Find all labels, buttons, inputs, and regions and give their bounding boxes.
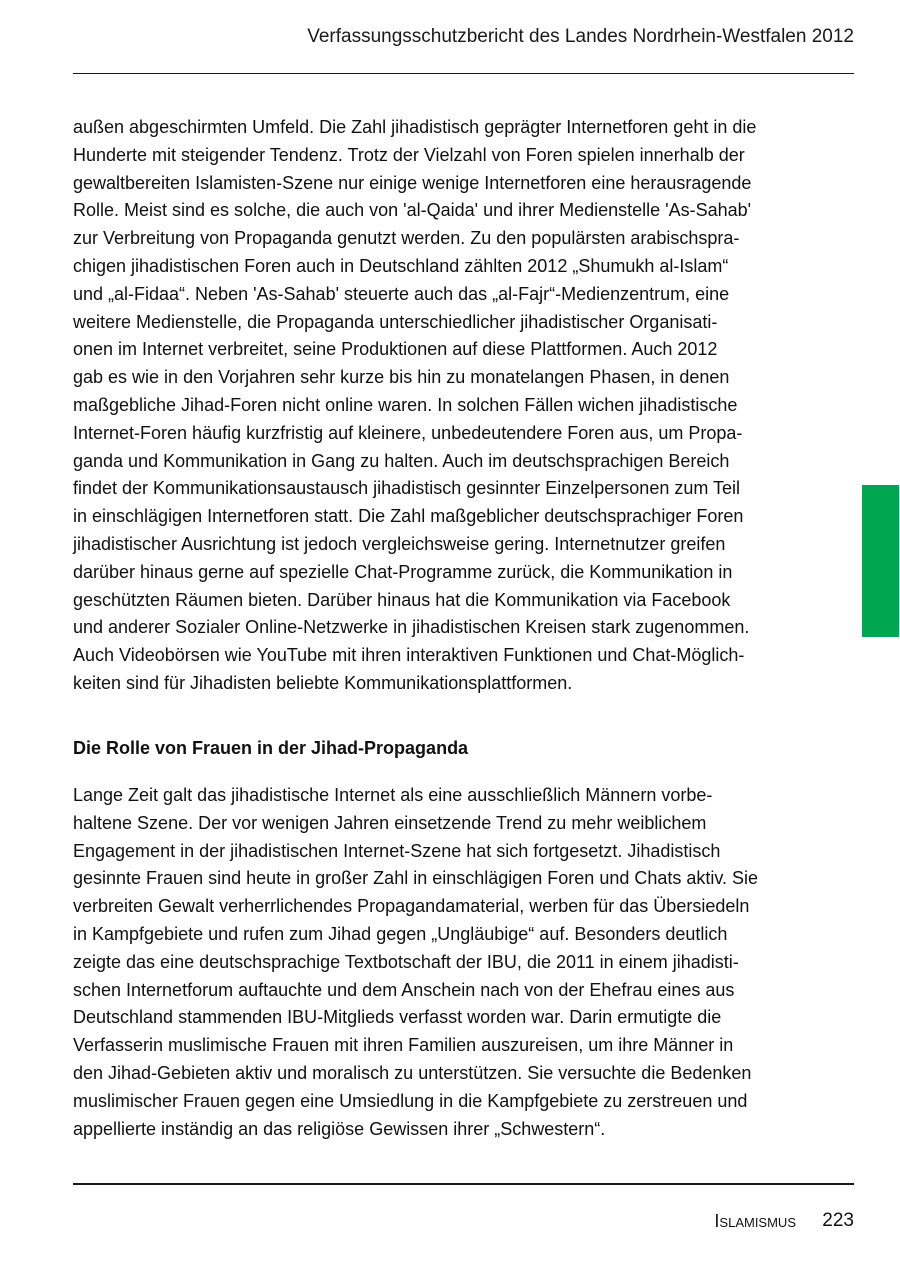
text-line: in Kampfgebiete und rufen zum Jihad gegen „Ungläubige“ auf. Besonders deutlich <box>73 923 728 944</box>
text-line: und anderer Sozialer Online-Netzwerke in jihadistischen Kreisen stark zugenommen. <box>73 617 750 638</box>
header-divider <box>73 73 854 74</box>
text-line: gewaltbereiten Islamisten-Szene nur einige wenige Internetforen eine herausragende <box>73 172 752 193</box>
text-line: Engagement in der jihadistischen Internet-Szene hat sich fortgesetzt. Jihadistisch <box>73 840 721 861</box>
text-line: haltene Szene. Der vor wenigen Jahren einsetzende Trend zu mehr weiblichem <box>73 812 707 833</box>
text-line: gab es wie in den Vorjahren sehr kurze bis hin zu monatelangen Phasen, in denen <box>73 367 730 388</box>
body-paragraph-2 <box>73 782 833 1143</box>
text-line: schen Internetforum auftauchte und dem Anschein nach von der Ehefrau eines aus <box>73 979 735 1000</box>
chapter-tab-marker <box>862 485 899 637</box>
text-line: ganda und Kommunikation in Gang zu halten. Auch im deutschsprachigen Bereich <box>73 450 730 471</box>
section-heading: Die Rolle von Frauen in der Jihad-Propaganda <box>73 738 469 758</box>
text-line: Hunderte mit steigender Tendenz. Trotz der Vielzahl von Foren spielen innerhalb der <box>73 144 745 165</box>
text-line: Deutschland stammenden IBU-Mitglieds verfasst worden war. Darin ermutigte die <box>73 1007 722 1028</box>
footer-divider <box>73 1183 854 1185</box>
text-line: muslimischer Frauen gegen eine Umsiedlung in die Kampfgebiete zu zerstreuen und <box>73 1090 748 1111</box>
text-line: Auch Videobörsen wie YouTube mit ihren interaktiven Funktionen und Chat-Möglich- <box>73 645 745 666</box>
text-line: geschützten Räumen bieten. Darüber hinaus hat die Kommunikation via Facebook <box>73 589 731 610</box>
text-line: findet der Kommunikationsaustausch jihadistisch gesinnter Einzelpersonen zum Teil <box>73 478 741 499</box>
text-line: onen im Internet verbreitet, seine Produktionen auf diese Plattformen. Auch 2012 <box>73 339 718 360</box>
text-line: Rolle. Meist sind es solche, die auch von 'al-Qaida' und ihrer Medienstelle 'As-Sahab' <box>73 200 752 221</box>
text-line: gesinnte Frauen sind heute in großer Zahl in einschlägigen Foren und Chats aktiv. Sie <box>73 868 759 889</box>
text-line: und „al-Fidaa“. Neben 'As-Sahab' steuerte auch das „al-Fajr“-Medienzentrum, eine <box>73 283 730 304</box>
footer-section-label: Islamismus <box>714 1211 796 1231</box>
text-line: keiten sind für Jihadisten beliebte Kommunikationsplattformen. <box>73 672 573 693</box>
text-line: zeigte das eine deutschsprachige Textbotschaft der IBU, die 2011 in einem jihadisti- <box>73 951 739 972</box>
text-line: in einschlägigen Internetforen statt. Die Zahl maßgeblicher deutschsprachiger Foren <box>73 506 744 527</box>
text-line: weitere Medienstelle, die Propaganda unterschiedlicher jihadistischer Organisati- <box>73 311 718 332</box>
header-title: Verfassungsschutzbericht des Landes Nordrhein-Westfalen 2012 <box>307 26 854 47</box>
text-line: Verfasserin muslimische Frauen mit ihren Familien auszureisen, um ihre Männer in <box>73 1035 734 1056</box>
text-line: maßgebliche Jihad-Foren nicht online waren. In solchen Fällen wichen jihadistische <box>73 394 738 415</box>
body-paragraph-1 <box>73 114 833 698</box>
text-line: Lange Zeit galt das jihadistische Internet als eine ausschließlich Männern vorbe- <box>73 785 713 805</box>
text-line: den Jihad-Gebieten aktiv und moralisch zu unterstützen. Sie versuchte die Bedenken <box>73 1062 752 1083</box>
text-line: außen abgeschirmten Umfeld. Die Zahl jihadistisch geprägter Internetforen geht in die <box>73 117 757 137</box>
text-line: jihadistischer Ausrichtung ist jedoch vergleichsweise gering. Internetnutzer greifen <box>73 533 726 554</box>
text-line: verbreiten Gewalt verherrlichendes Propagandamaterial, werben für das Übersiedeln <box>73 896 750 917</box>
text-line: Internet-Foren häufig kurzfristig auf kleinere, unbedeutendere Foren aus, um Propa- <box>73 422 743 443</box>
text-line: darüber hinaus gerne auf spezielle Chat-Programme zurück, die Kommunikation in <box>73 561 733 582</box>
text-line: chigen jihadistischen Foren auch in Deutschland zählten 2012 „Shumukh al-Islam“ <box>73 255 729 276</box>
page-number: 223 <box>822 1210 854 1231</box>
text-line: zur Verbreitung von Propaganda genutzt werden. Zu den populärsten arabischspra- <box>73 228 740 249</box>
text-line: appellierte inständig an das religiöse Gewissen ihrer „Schwestern“. <box>73 1118 606 1139</box>
